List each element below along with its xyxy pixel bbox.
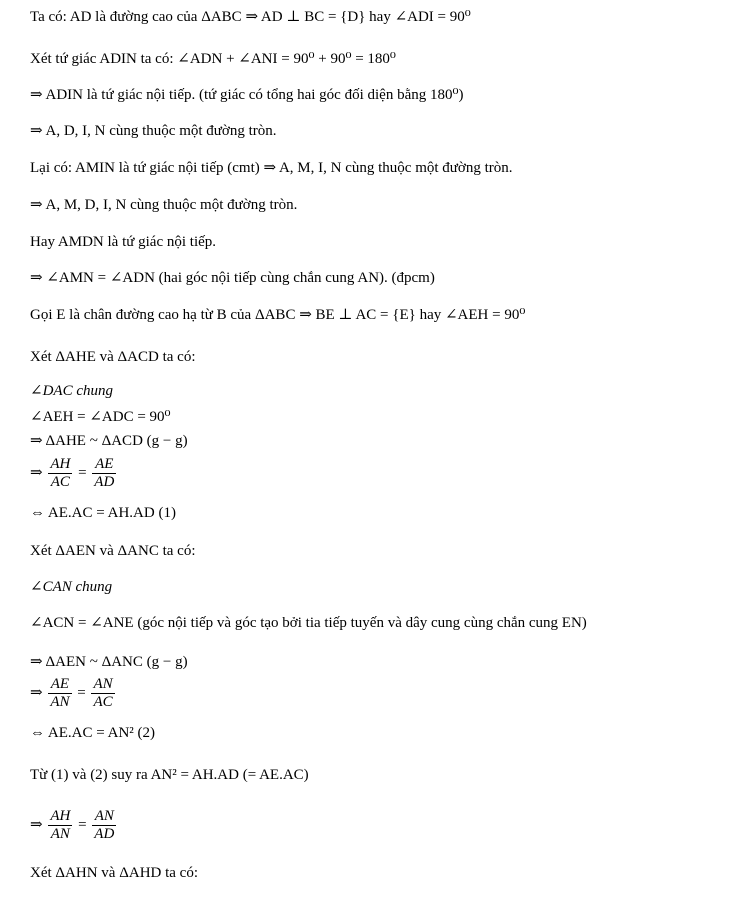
fraction-ah-an: $\frac{AH}{AN}$ <box>50 808 71 842</box>
line-21: Xét ΔAHN và ΔAHD ta có: <box>30 865 199 881</box>
fraction-an-ac: $\frac{AN}{AC}$ <box>93 676 113 710</box>
fraction-ae-an: $\frac{AE}{AN}$ <box>50 676 70 710</box>
fraction-an-ad: $\frac{AN}{AD}$ <box>94 808 115 842</box>
line-5: Lại có: AMIN là tứ giác nội tiếp (cmt) ⇒ A, M, I, N cùng thuộc một đường tròn. <box>30 160 513 176</box>
line-15: Xét ΔAEN và ΔANC ta có: <box>30 543 196 559</box>
line-17: ∠ACN = ∠ANE (góc nội tiếp và góc tạo bởi tia tiếp tuyến và dây cung cùng chắn cung EN) <box>30 615 587 631</box>
fraction-ah-ac: $\frac{AH}{AC}$ <box>50 456 71 490</box>
line-13: ⇒ ΔAHE ~ ΔACD (g − g) <box>30 433 188 449</box>
line-2: Xét tứ giác ADIN ta có: ∠ADN + ∠ANI = 90⁰ + 90⁰ = 180⁰ <box>30 51 396 67</box>
line-18: ⇒ ΔAEN ~ ΔANC (g − g) <box>30 654 188 670</box>
fraction-ae-ad: $\frac{AE}{AD}$ <box>94 456 115 490</box>
fraction-line-2: ⇒ $\frac{AE}{AN}$ = $\frac{AN}{AC}$ <box>30 676 113 710</box>
line-1: Ta có: AD là đường cao của ΔABC ⇒ AD ⊥ BC = {D} hay ∠ADI = 90⁰ <box>30 9 471 25</box>
line-9: Gọi E là chân đường cao hạ từ B của ΔABC ⇒ BE ⊥ AC = {E} hay ∠AEH = 90⁰ <box>30 307 526 323</box>
line-3: ⇒ ADIN là tứ giác nội tiếp. (tứ giác có tổng hai góc đối diện bằng 180⁰) <box>30 87 464 103</box>
line-6: ⇒ A, M, D, I, N cùng thuộc một đường tròn. <box>30 197 298 213</box>
line-16: ∠CAN chung <box>30 579 113 595</box>
line-4: ⇒ A, D, I, N cùng thuộc một đường tròn. <box>30 123 277 139</box>
line-8: ⇒ ∠AMN = ∠ADN (hai góc nội tiếp cùng chắn cung AN). (đpcm) <box>30 270 435 286</box>
fraction-line-1: ⇒ $\frac{AH}{AC}$ = $\frac{AE}{AD}$ <box>30 456 115 490</box>
line-14: ⇔ AE.AC = AH.AD (1) <box>30 505 176 521</box>
line-11: ∠DAC chung <box>30 383 113 399</box>
line-20: Từ (1) và (2) suy ra AN² = AH.AD (= AE.AC) <box>30 767 309 783</box>
line-12: ∠AEH = ∠ADC = 90⁰ <box>30 409 171 425</box>
line-19: ⇔ AE.AC = AN² (2) <box>30 725 156 741</box>
line-10: Xét ΔAHE và ΔACD ta có: <box>30 349 196 365</box>
fraction-line-3: ⇒ $\frac{AH}{AN}$ = $\frac{AN}{AD}$ <box>30 808 115 842</box>
line-7: Hay AMDN là tứ giác nội tiếp. <box>30 234 217 250</box>
